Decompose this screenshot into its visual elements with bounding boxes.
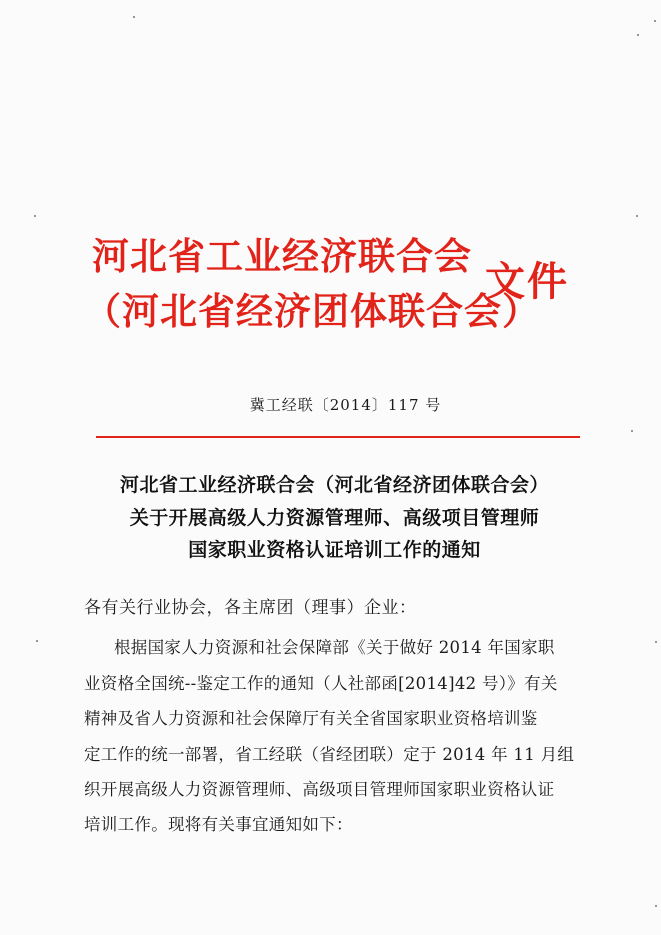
body-line: 织开展高级人力资源管理师、高级项目管理师国家职业资格认证 <box>84 780 555 799</box>
scan-speck <box>637 34 639 36</box>
scan-speck <box>631 430 633 432</box>
notice-title-line-3: 国家职业资格认证培训工作的通知 <box>188 539 481 561</box>
body-line: 定工作的统一部署，省工经联（省经团联）定于 2014 年 11 月组 <box>84 745 575 764</box>
scan-speck <box>133 16 135 18</box>
issuer-alt-name: （河北省经济团体联合会） <box>84 289 540 333</box>
document-type-label: 文件 <box>485 258 569 305</box>
document-number: 冀工经联〔2014〕117 号 <box>249 396 442 414</box>
body-line: 业资格全国统--鉴定工作的通知（人社部函[2014]42 号）》有关 <box>84 674 558 693</box>
body-line: 根据国家人力资源和社会保障部《关于做好 2014 年国家职 <box>114 638 555 657</box>
notice-title-line-1: 河北省工业经济联合会（河北省经济团体联合会） <box>119 474 549 496</box>
salutation: 各有关行业协会，各主席团（理事）企业： <box>84 598 417 618</box>
scan-speck <box>36 640 38 642</box>
body-line: 培训工作。现将有关事宜通知如下： <box>84 815 353 834</box>
issuer-name: 河北省工业经济联合会 <box>92 234 472 278</box>
body-line: 精神及省人力资源和社会保障厅有关全省国家职业资格培训鉴 <box>84 709 538 728</box>
scan-speck <box>636 215 638 217</box>
scan-speck <box>655 641 657 643</box>
notice-title-line-2: 关于开展高级人力资源管理师、高级项目管理师 <box>129 507 540 529</box>
scan-speck <box>34 215 36 217</box>
scan-speck <box>655 905 657 907</box>
red-divider <box>96 436 580 438</box>
scan-speck <box>654 20 656 22</box>
